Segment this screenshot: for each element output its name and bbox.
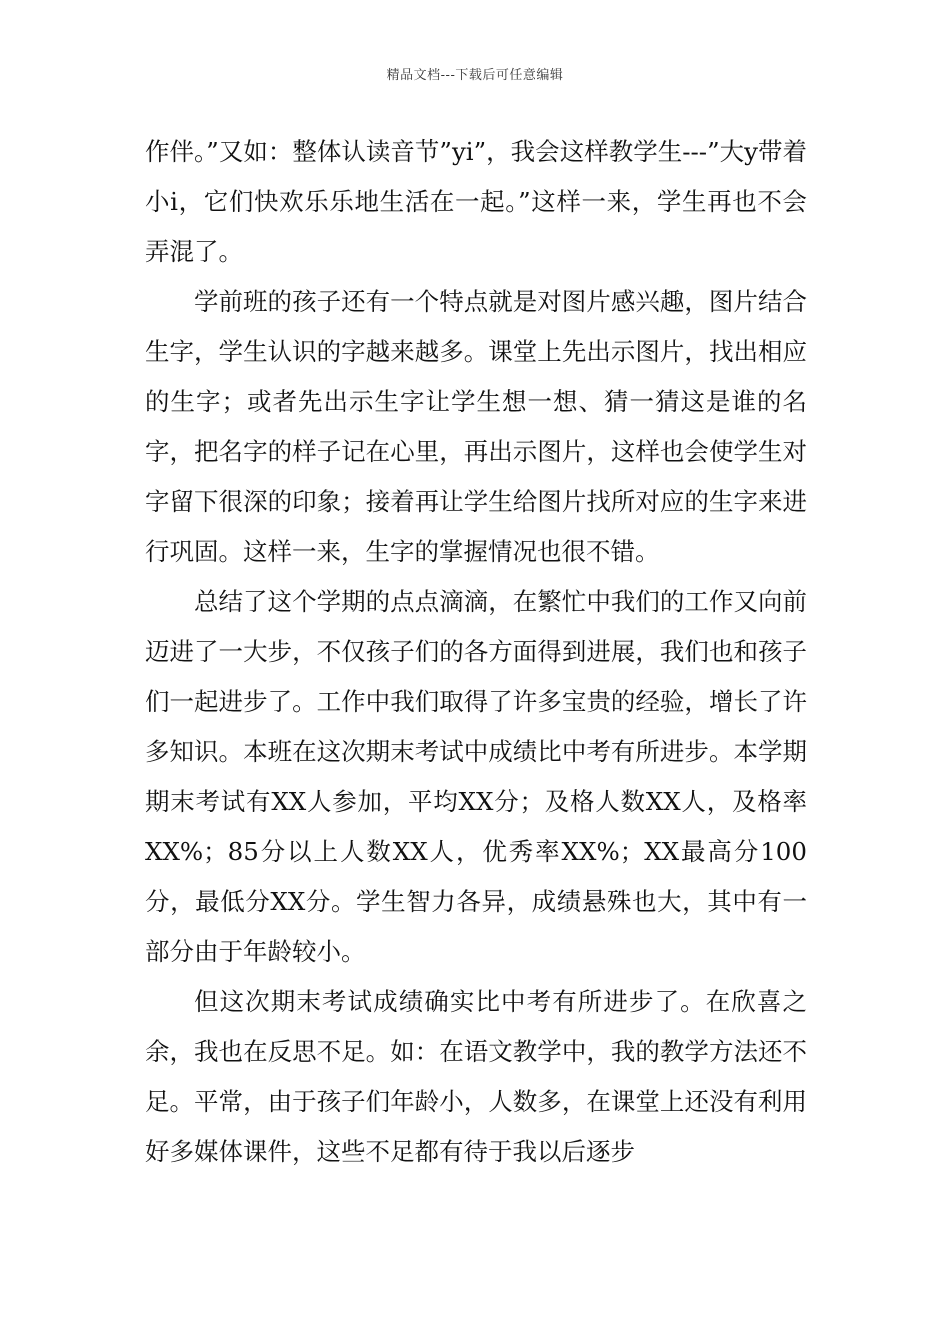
paragraph-4: 但这次期末考试成绩确实比中考有所进步了。在欣喜之余，我也在反思不足。如：在语文教学中，我的教学方法还不足。平常，由于孩子们年龄小，人数多，在课堂上还没有利用好多媒体课件，这些不足都有待于我以后逐步 xyxy=(145,987,807,1166)
page-header: 精品文档---下载后可任意编辑 xyxy=(386,68,564,83)
paragraph-3: 总结了这个学期的点点滴滴，在繁忙中我们的工作又向前迈进了一大步，不仅孩子们的各方面得到进展，我们也和孩子们一起进步了。工作中我们取得了许多宝贵的经验，增长了许多知识。本班在这次期末考试中成绩比中考有所进步。本学期期末考试有XX人参加，平均XX分；及格人数XX人，及格率XX%；85分以上人数XX人，优秀率XX%；XX最高分100分，最低分XX分。学生智力各异，成绩悬殊也大，其中有一部分由于年龄较小。 xyxy=(145,587,807,966)
document-body xyxy=(145,127,807,1177)
paragraph-2: 学前班的孩子还有一个特点就是对图片感兴趣，图片结合生字，学生认识的字越来越多。课堂上先出示图片，找出相应的生字；或者先出示生字让学生想一想、猜一猜这是谁的名字，把名字的样子记在心里，再出示图片，这样也会使学生对字留下很深的印象；接着再让学生给图片找所对应的生字来进行巩固。这样一来，生字的掌握情况也很不错。 xyxy=(145,287,807,566)
paragraph-1: 作伴。”又如：整体认读音节”yi”，我会这样教学生---”大y带着小i，它们快欢乐乐地生活在一起。”这样一来，学生再也不会弄混了。 xyxy=(145,137,807,266)
